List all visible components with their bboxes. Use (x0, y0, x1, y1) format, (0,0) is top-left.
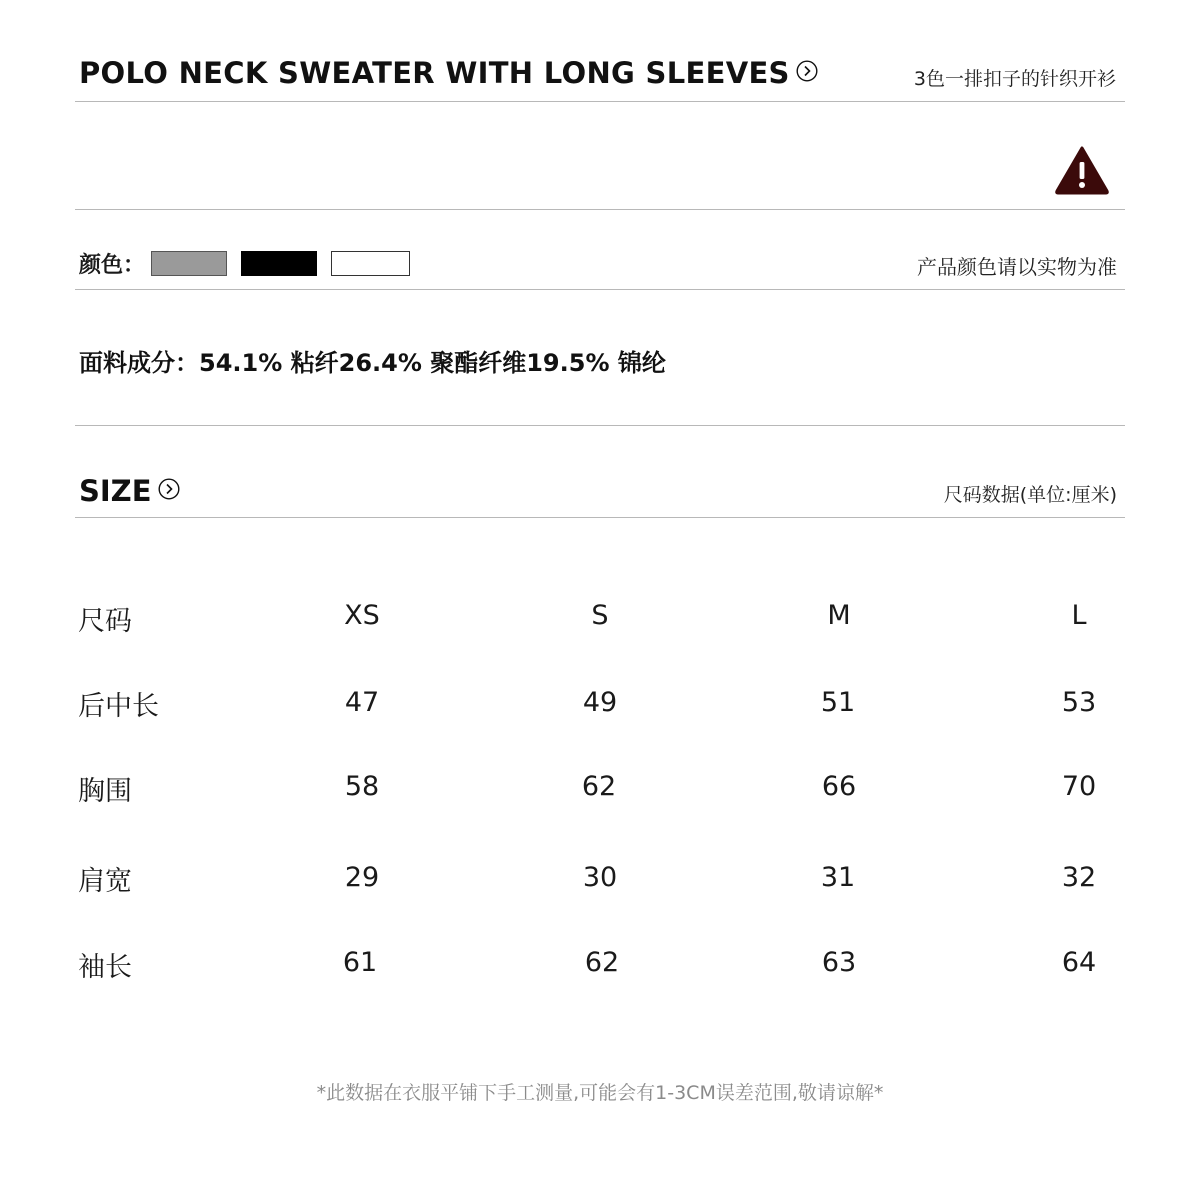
table-cell: 66 (821, 771, 857, 802)
size-title (79, 474, 180, 510)
table-cell: 53 (1061, 687, 1097, 718)
table-cell: 58 (344, 771, 380, 802)
product-subtitle: 3色一排扣子的针织开衫 (913, 68, 1116, 90)
row-label-chest: 胸围 (78, 776, 132, 807)
size-col-s: S (591, 600, 609, 631)
divider (75, 101, 1125, 102)
color-swatch-gray[interactable] (151, 251, 227, 276)
divider (75, 517, 1125, 518)
color-label: 颜色： (79, 253, 146, 278)
fabric-composition: 面料成分：54.1% 粘纤26.4% 聚酯纤维19.5% 锦纶 (79, 349, 666, 377)
size-col-xs: XS (344, 600, 380, 631)
divider (75, 209, 1125, 210)
size-unit-note: 尺码数据(单位:厘米) (943, 484, 1117, 506)
size-col-l: L (1071, 600, 1087, 631)
product-title-text: POLO NECK SWEATER WITH LONG SLEEVES (79, 56, 790, 90)
table-cell: 70 (1061, 771, 1097, 802)
table-cell: 64 (1061, 947, 1097, 978)
row-label-sleeve: 袖长 (78, 952, 132, 983)
chevron-right-circle-icon[interactable] (796, 55, 818, 89)
color-note: 产品颜色请以实物为准 (917, 255, 1117, 279)
table-cell: 49 (582, 687, 618, 718)
size-header-label: 尺码 (78, 606, 132, 637)
table-cell: 30 (582, 862, 618, 893)
table-cell: 63 (821, 947, 857, 978)
measurement-footnote: *此数据在衣服平铺下手工测量,可能会有1-3CM误差范围,敬请谅解* (316, 1082, 884, 1104)
table-cell: 32 (1061, 862, 1097, 893)
size-title-text: SIZE (79, 474, 152, 508)
row-label-back-length: 后中长 (78, 691, 159, 722)
table-cell: 61 (342, 947, 378, 978)
size-col-m: M (827, 600, 851, 631)
product-title (79, 56, 818, 92)
divider (75, 425, 1125, 426)
divider (75, 289, 1125, 290)
table-cell: 47 (344, 687, 380, 718)
table-cell: 62 (581, 771, 617, 802)
chevron-right-circle-icon[interactable] (158, 473, 180, 507)
table-cell: 31 (820, 862, 856, 893)
row-label-shoulder: 肩宽 (78, 866, 132, 897)
table-cell: 29 (344, 862, 380, 893)
warning-triangle-icon (1054, 145, 1110, 199)
table-cell: 62 (584, 947, 620, 978)
color-swatch-white[interactable] (331, 251, 410, 276)
table-cell: 51 (820, 687, 856, 718)
color-swatch-black[interactable] (241, 251, 317, 276)
